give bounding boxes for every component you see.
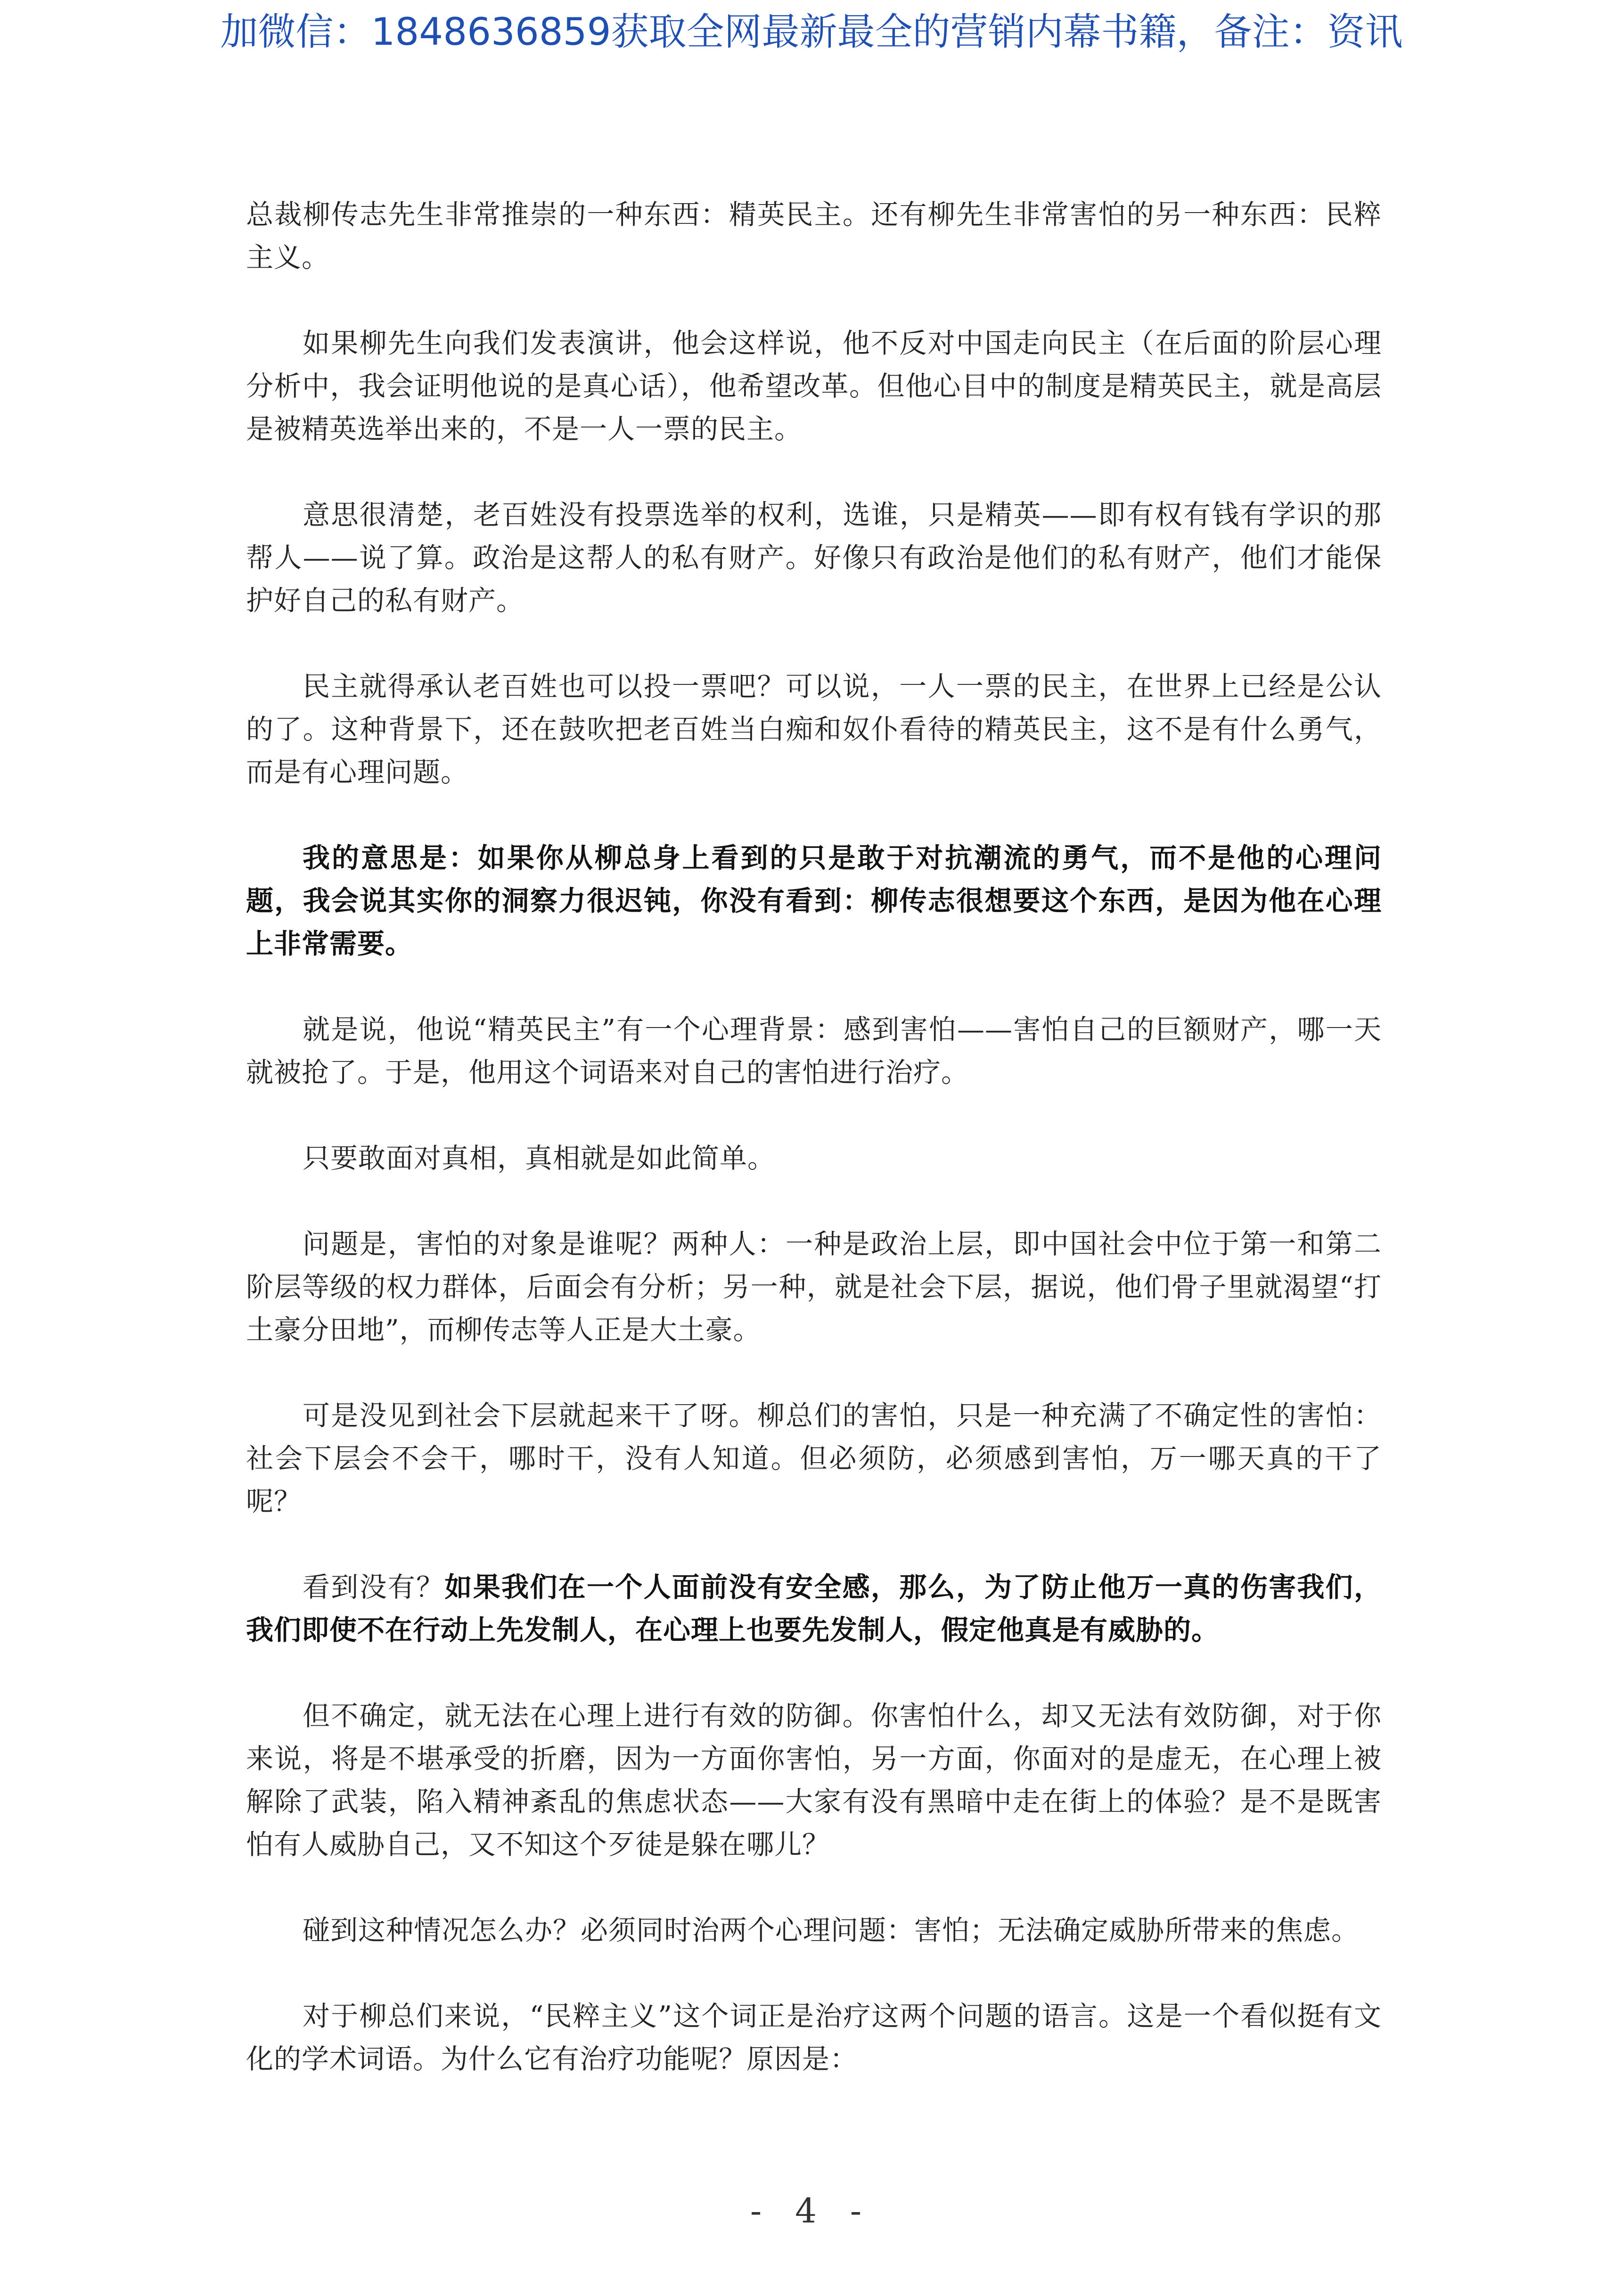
paragraph-11: 但不确定，就无法在心理上进行有效的防御。你害怕什么，却又无法有效防御，对于你来说，将是不堪承受的折磨，因为一方面你害怕，另一方面，你面对的是虚无，在心理上被解除了武装，陷入精神紊乱的焦虑状态——大家有没有黑暗中走在街上的体验？是不是既害怕有人威胁自己，又不知这个歹徒是躲在哪儿？: [246, 1700, 1382, 1860]
paragraph-13: 对于柳总们来说，“民粹主义”这个词正是治疗这两个问题的语言。这是一个看似挺有文化的学术词语。为什么它有治疗功能呢？原因是：: [246, 2000, 1382, 2075]
paragraph-12: 碰到这种情况怎么办？必须同时治两个心理问题：害怕；无法确定威胁所带来的焦虑。: [303, 1914, 1360, 1946]
paragraph-2: 如果柳先生向我们发表演讲，他会这样说，他不反对中国走向民主（在后面的阶层心理分析中，我会证明他说的是真心话），他希望改革。但他心目中的制度是精英民主，就是高层是被精英选举出来的，不是一人一票的民主。: [246, 327, 1382, 445]
paragraph-10-lead: 看到没有？: [303, 1571, 445, 1603]
page-number: - 4 -: [750, 2191, 873, 2230]
paragraph-1: 总裁柳传志先生非常推崇的一种东西：精英民主。还有柳先生非常害怕的另一种东西：民粹主义。: [246, 198, 1382, 273]
paragraph-10-bold: 如果我们在一个人面前没有安全感，那么，为了防止他万一真的伤害我们，我们即使不在行动上先发制人，在心理上也要先发制人，假定他真是有威胁的。: [246, 1571, 1382, 1646]
paragraph-3: 意思很清楚，老百姓没有投票选举的权利，选谁，只是精英——即有权有钱有学识的那帮人——说了算。政治是这帮人的私有财产。好像只有政治是他们的私有财产，他们才能保护好自己的私有财产。: [246, 499, 1382, 617]
paragraph-8: 问题是，害怕的对象是谁呢？两种人：一种是政治上层，即中国社会中位于第一和第二阶层等级的权力群体，后面会有分析；另一种，就是社会下层，据说，他们骨子里就渴望“打土豪分田地”，而柳传志等人正是大土豪。: [246, 1228, 1382, 1346]
document-body: [246, 193, 1382, 2123]
paragraph-7: 只要敢面对真相，真相就是如此简单。: [303, 1142, 776, 1174]
paragraph-5-bold: 我的意思是：如果你从柳总身上看到的只是敢于对抗潮流的勇气，而不是他的心理问题，我会说其实你的洞察力很迟钝，你没有看到：柳传志很想要这个东西，是因为他在心理上非常需要。: [246, 842, 1382, 960]
promo-banner: 加微信：1848636859获取全网最新最全的营销内幕书籍，备注：资讯: [220, 10, 1403, 54]
paragraph-9: 可是没见到社会下层就起来干了呀。柳总们的害怕，只是一种充满了不确定性的害怕：社会下层会不会干，哪时干，没有人知道。但必须防，必须感到害怕，万一哪天真的干了呢？: [246, 1399, 1382, 1517]
paragraph-10: [246, 1566, 1382, 1652]
paragraph-4: 民主就得承认老百姓也可以投一票吧？可以说，一人一票的民主，在世界上已经是公认的了。这种背景下，还在鼓吹把老百姓当白痴和奴仆看待的精英民主，这不是有什么勇气，而是有心理问题。: [246, 670, 1382, 788]
paragraph-6: 就是说，他说“精英民主”有一个心理背景：感到害怕——害怕自己的巨额财产，哪一天就被抢了。于是，他用这个词语来对自己的害怕进行治疗。: [246, 1013, 1382, 1088]
